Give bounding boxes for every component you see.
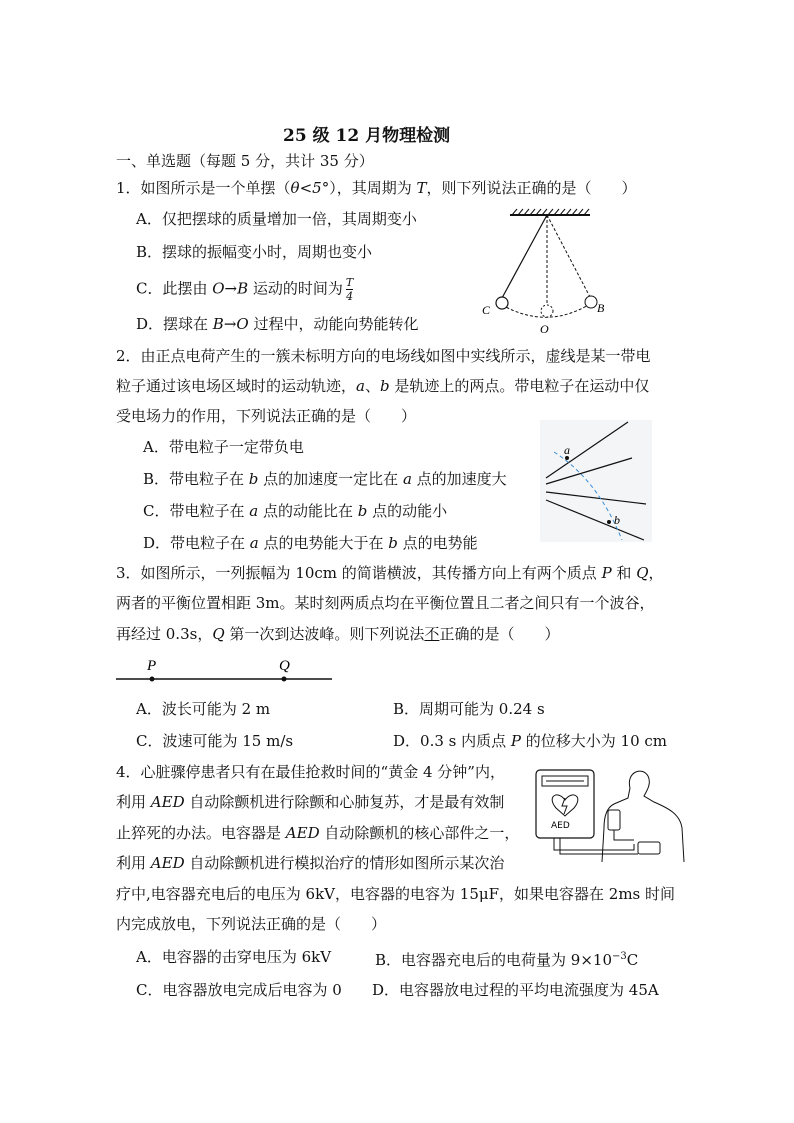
q4-stem-line-1: 4．心脏骤停患者只有在最佳抢救时间的“黄金 4 分钟”内， [116, 763, 505, 781]
q4-stem-line-6: 内完成放电，下列说法正确的是（ ） [116, 915, 387, 933]
q2-stem-line-2: 粒子通过该电场区域时的运动轨迹，a、b 是轨迹上的两点。带电粒子在运动中仅 [116, 377, 650, 395]
q3-option-b: B．周期可能为 0.24 s [393, 700, 545, 718]
q1-option-c: C．此摆由 O→B 运动的时间为 $\frac{T}{4}$ [136, 276, 354, 303]
wave-points-figure [114, 655, 336, 685]
q4-option-a: A．电容器的击穿电压为 6kV [136, 948, 332, 966]
wave-label-q: Q [279, 658, 290, 674]
q3-option-c: C．波速可能为 15 m/s [136, 732, 294, 750]
q1-fraction: $\frac{T}{4}$ [345, 276, 354, 303]
q4-option-c: C．电容器放电完成后电容为 0 [136, 981, 342, 999]
page-title: 25 级 12 月物理检测 [283, 126, 451, 146]
field-label-a: a [564, 443, 570, 457]
q3-option-d: D．0.3 s 内质点 P 的位移大小为 10 cm [393, 732, 668, 750]
q1-stem: 1．如图所示是一个单摆（θ<5°），其周期为 T，则下列说法正确的是（ ） [116, 179, 637, 197]
q4-stem-line-5: 疗中,电容器充电后的电压为 6kV，电容器的电容为 15μF，如果电容器在 2ms 时间 [116, 885, 676, 903]
pendulum-label-b: B [597, 301, 605, 315]
field-label-b: b [614, 513, 620, 527]
q1-option-d: D．摆球在 B→O 过程中，动能向势能转化 [136, 315, 419, 333]
aed-device-label: AED [551, 821, 570, 831]
pendulum-label-c: C [482, 303, 491, 317]
electric-field-figure [540, 420, 652, 542]
q3-stem-line-3: 再经过 0.3s，Q 第一次到达波峰。则下列说法不正确的是（ ） [116, 625, 560, 643]
q2-option-c: C．带电粒子在 a 点的动能比在 b 点的动能小 [143, 502, 448, 520]
q4-stem-line-2: 利用 AED 自动除颤机进行除颤和心肺复苏，才是最有效制 [116, 793, 505, 811]
q1-option-b: B．摆球的振幅变小时，周期也变小 [136, 243, 373, 261]
q4-stem-line-4: 利用 AED 自动除颤机进行模拟治疗的情形如图所示某次治 [116, 854, 505, 872]
section-heading: 一、单选题（每题 5 分，共计 35 分） [116, 152, 374, 170]
pendulum-label-o: O [540, 322, 549, 336]
q3-stem-line-2: 两者的平衡位置相距 3m。某时刻两质点均在平衡位置且二者之间只有一个波谷， [116, 594, 655, 612]
pendulum-figure [480, 205, 630, 340]
q2-option-a: A．带电粒子一定带负电 [143, 438, 304, 456]
q2-stem-line-3: 受电场力的作用，下列说法正确的是（ ） [116, 407, 417, 425]
q2-option-d: D．带电粒子在 a 点的电势能大于在 b 点的电势能 [143, 534, 478, 552]
wave-label-p: P [147, 658, 157, 674]
aed-figure [534, 762, 690, 870]
q4-stem-line-3: 止猝死的办法。电容器是 AED 自动除颤机的核心部件之一， [116, 824, 520, 842]
q2-stem-line-1: 2．由正点电荷产生的一簇未标明方向的电场线如图中实线所示，虚线是某一带电 [116, 347, 651, 365]
q2-option-b: B．带电粒子在 b 点的加速度一定比在 a 点的加速度大 [143, 470, 507, 488]
q3-option-a: A．波长可能为 2 m [136, 700, 271, 718]
q4-option-b: B．电容器充电后的电荷量为 $9\times 10^{-3}C$ [375, 951, 639, 969]
q3-stem-line-1: 3．如图所示，一列振幅为 10cm 的简谐横波，其传播方向上有两个质点 P 和 Q， [116, 564, 664, 582]
q4-option-d: D．电容器放电过程的平均电流强度为 45A [372, 981, 659, 999]
q1-option-a: A．仅把摆球的质量增加一倍，其周期变小 [136, 210, 417, 228]
